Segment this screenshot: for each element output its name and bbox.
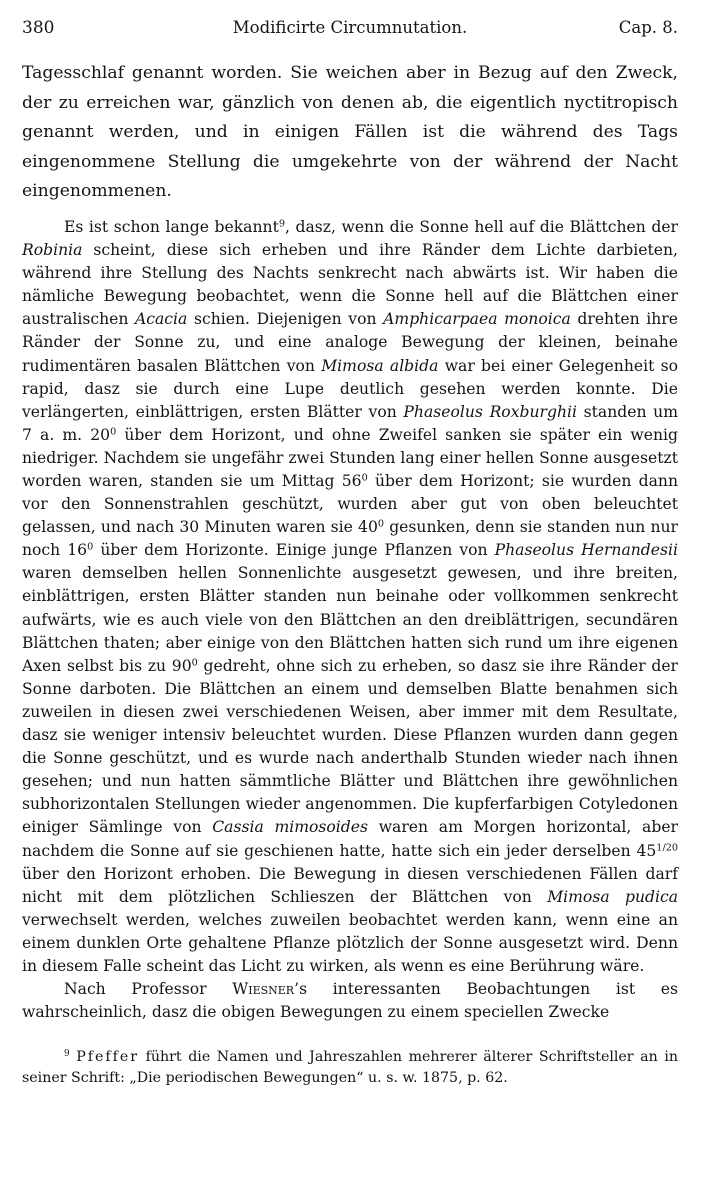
- page-number: 380: [22, 18, 55, 38]
- footnote-mark: 9: [64, 1049, 70, 1060]
- chapter-label: Cap. 8.: [618, 18, 678, 37]
- running-header: [22, 18, 678, 48]
- body-paragraph-2: Nach Professor Wiesner’s interessanten Beobachtungen ist es wahrscheinlich, dasz die obigen Bewegungen zu einem speciellen Zwecke: [22, 980, 678, 1022]
- continuation-paragraph: Tagesschlaf genannt worden. Sie weichen aber in Bezug auf den Zweck, der zu erreichen war, gänzlich von denen ab, die eigentlich nyctitropisch genannt werden, und in einigen Fällen ist die während des Tags eingenommene Stellung die umgekehrte von der während der Nacht eingenommenen.: [22, 63, 678, 202]
- body-paragraph-1: Es ist schon lange bekannt$^9$, dasz, wenn die Sonne hell auf die Blättchen der Robinia scheint, diese sich erheben und ihre Ränder dem Lichte darbieten, während ihre Stellung des Nachts senkrecht nach abwärts ist. Wir haben die nämliche Bewegung beobachtet, wenn die Sonne hell auf die Blättchen einer australischen Acacia schien. Diejenigen von Amphicarpaea monoica drehten ihre Ränder der Sonne zu, und eine analoge Bewegung der kleinen, beinahe rudimentären basalen Blättchen von Mimosa albida war bei einer Gelegenheit so rapid, dasz sie durch eine Lupe deutlich gesehen werden konnte. Die verlängerten, einblättrigen, ersten Blätter von Phaseolus Roxburghii standen um 7 a. m. $20^0$ über dem Horizont, und ohne Zweifel sanken sie später ein wenig niedriger. Nachdem sie ungefähr zwei Stunden lang einer hellen Sonne ausgesetzt worden waren, standen sie um Mittag $56^0$ über dem Horizont; sie wurden dann vor den Sonnenstrahlen geschützt, wurden aber gut von oben beleuchtet gelassen, und nach 30 Minuten waren sie $40^0$ gesunken, denn sie standen nun nur noch $16^0$ über dem Horizonte. Einige junge Pflanzen von Phaseolus Hernandesii waren demselben hellen Sonnenlichte ausgesetzt gewesen, und ihre breiten, einblättrigen, ersten Blätter standen nun beinahe oder vollkommen senkrecht aufwärts, wie es auch viele von den Blättchen an den dreiblättrigen, secundären Blättchen thaten; aber einige von den Blättchen hatten sich rund um ihre eigenen Axen selbst bis zu $90^0$ gedreht, ohne sich zu erheben, so dasz sie ihre Ränder der Sonne darboten. Die Blättchen an einem und demselben Blatte benahmen sich zuweilen in diesen zwei verschiedenen Weisen, aber immer mit dem Resultate, dasz sie weniger intensiv beleuchtet wurden. Diese Pflanzen wurden dann gegen die Sonne geschützt, und es wurde nach anderthalb Stunden wieder nach ihnen gesehen; und nun hatten sämmtliche Blätter und Blättchen ihre gewöhnlichen subhorizontalen Stellungen wieder angenommen. Die kupferfarbigen Cotyledonen einiger Sämlinge von Cassia mimosoides waren am Morgen horizontal, aber nachdem die Sonne auf sie geschienen hatte, hatte sich ein jeder derselben $45^{1/20}$ über den Horizont erhoben. Die Bewegung in diesen verschiedenen Fällen darf nicht mit dem plötzlichen Schlieszen der Blättchen von Mimosa pudica verwechselt werden, welches zuweilen beobachtet werden kann, wenn eine an einem dunklen Orte gehaltene Pflanze plötzlich der Sonne ausgesetzt wird. Denn in diesem Falle scheint das Licht zu wirken, als wenn es eine Berührung wäre.: [22, 217, 679, 975]
- running-title: Modificirte Circumnutation.: [232, 18, 468, 37]
- footnote-reference: 9: [278, 218, 285, 230]
- footnote: $^9$ Pfeffer führt die Namen und Jahreszahlen mehrerer älterer Schriftsteller an in seiner Schrift: „Die periodischen Bewegungen“ u. s. w. 1875, p. 62.: [22, 1049, 678, 1087]
- book-page: [22, 18, 678, 1089]
